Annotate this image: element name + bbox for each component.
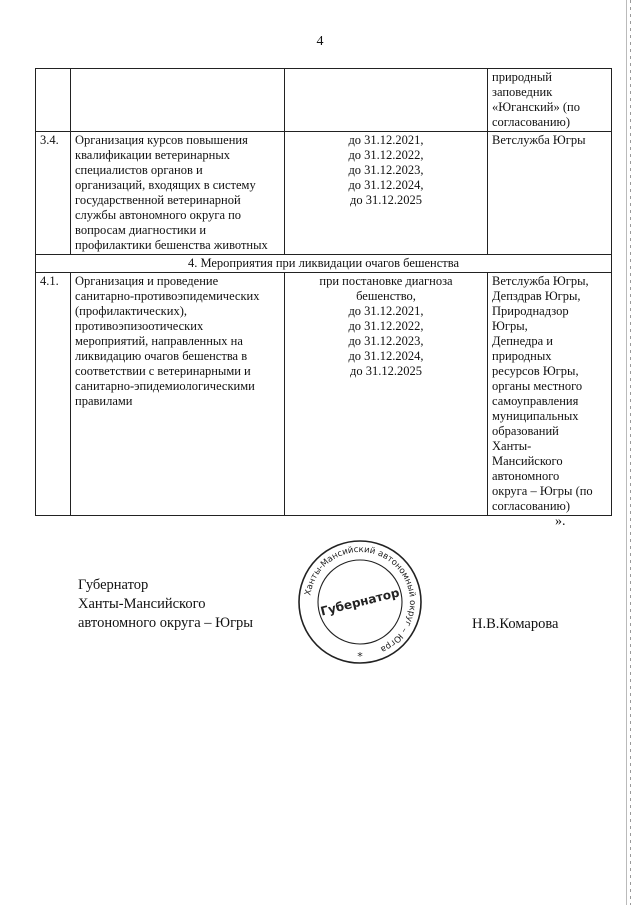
activity-cell-line: правилами [75,394,133,408]
activity-cell-line: вопросам диагностики и [75,223,207,237]
activity-cell-line: специалистов органов и [75,163,203,177]
deadline-cell-line: до 31.12.2024, [348,349,424,363]
position-line: Ханты-Мансийского [78,596,206,612]
activity-cell-line: (профилактических), [75,304,187,318]
deadline-cell [285,132,488,255]
activity-cell-line: государственной ветеринарной [75,193,241,207]
activity-cell-line: санитарно-эпидемиологическими [75,379,255,393]
deadline-cell-line: до 31.12.2021, [348,304,424,318]
executor-cell-line: Ветслужба Югры [492,133,586,147]
executor-cell [488,69,612,132]
position-line: автономного округа – Югры [78,615,254,631]
deadline-cell-line: до 31.12.2021, [348,133,424,147]
deadline-cell [285,273,488,516]
executor-cell-line: органы местного [492,379,583,393]
activity-cell [71,273,285,516]
activity-cell-line: Организация курсов повышения [75,133,248,147]
activity-cell-line: мероприятий, направленных на [75,334,243,348]
table-row [36,132,612,255]
executor-cell [488,132,612,255]
seal-center-text: Губернатор [319,585,401,619]
executor-cell-line: Мансийского [492,454,563,468]
executor-cell-line: «Юганский» (по [492,100,580,114]
activity-cell-line: организаций, входящих в систему [75,178,256,192]
table-row [36,273,612,516]
activity-cell [71,69,285,132]
activity-cell-line: службы автономного округа по [75,208,242,222]
plan-table [35,68,612,516]
page-number: 4 [316,34,324,49]
deadline-cell-line: до 31.12.2023, [348,163,424,177]
deadline-cell-line: до 31.12.2025 [350,364,422,378]
scan-edge-line [626,0,627,905]
seal-ring-text: Ханты-Мансийский автономный округ – Югра [303,544,418,655]
signatory-name: Н.В.Комарова [472,616,559,632]
official-seal [296,538,424,666]
activity-cell-line: Организация и проведение [75,274,219,288]
activity-cell-line: соответствии с ветеринарными и [75,364,251,378]
executor-cell-line: природный [492,70,552,84]
deadline-cell-line: до 31.12.2025 [350,193,422,207]
executor-cell-line: согласованию) [492,499,571,513]
position-line: Губернатор [78,577,149,593]
executor-cell-line: Депнедра и [492,334,553,348]
item-number [36,69,71,132]
item-number: 3.4. [36,132,71,255]
activity-cell-line: ликвидацию очагов бешенства в [75,349,248,363]
deadline-cell-line: до 31.12.2022, [348,319,424,333]
executor-cell-line: самоуправления [492,394,579,408]
executor-cell-line: заповедник [492,85,553,99]
executor-cell-line: согласованию) [492,115,571,129]
signatory-position [78,576,253,633]
executor-cell [488,273,612,516]
activity-cell [71,132,285,255]
activity-cell-line: санитарно-противоэпидемических [75,289,260,303]
executor-cell-line: образований [492,424,559,438]
activity-cell-line: профилактики бешенства животных [75,238,268,252]
executor-cell-line: Природнадзор [492,304,569,318]
executor-cell-line: природных [492,349,552,363]
executor-cell-line: ресурсов Югры, [492,364,579,378]
deadline-cell-line: до 31.12.2024, [348,178,424,192]
deadline-cell-line: при постановке диагноза [319,274,453,288]
executor-cell-line: Депздрав Югры, [492,289,581,303]
seal-star: * [357,650,363,663]
executor-cell-line: Югры, [492,319,528,333]
section-title: 4. Мероприятия при ликвидации очагов бешенства [36,255,612,273]
scan-edge-dashes [630,0,631,905]
section-header-row [36,255,612,273]
executor-cell-line: муниципальных [492,409,579,423]
executor-cell-line: автономного [492,469,560,483]
item-number: 4.1. [36,273,71,516]
table-row [36,69,612,132]
executor-cell-line: Ветслужба Югры, [492,274,589,288]
deadline-cell-line: бешенство, [356,289,416,303]
deadline-cell-line: до 31.12.2023, [348,334,424,348]
executor-cell-line: Ханты- [492,439,532,453]
executor-cell-line: округа – Югры (по [492,484,593,498]
deadline-cell [285,69,488,132]
deadline-cell-line: до 31.12.2022, [348,148,424,162]
activity-cell-line: квалификации ветеринарных [75,148,230,162]
closing-quote-mark: ». [555,514,566,529]
activity-cell-line: противоэпизоотических [75,319,204,333]
